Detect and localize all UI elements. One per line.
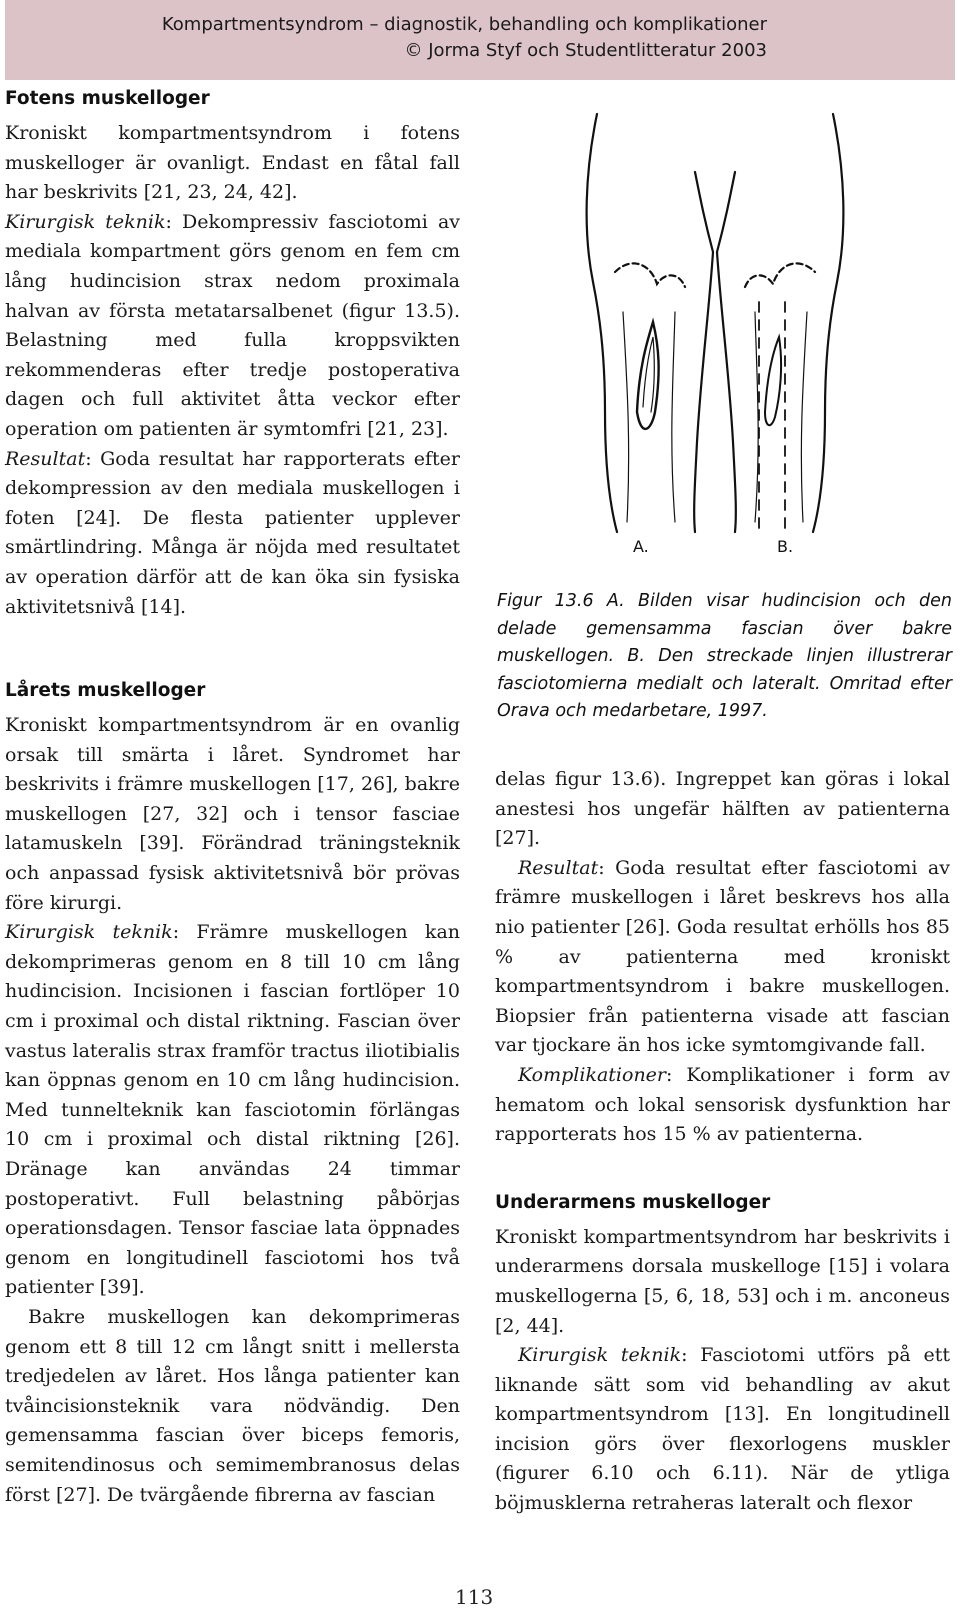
right-outer-contour — [813, 114, 843, 532]
paragraph-text: : Främre muskellogen kan dekomprimeras genom en 8 till 10 cm lång hudincision. Incisionen i fascian fortlöper 10 cm i proximal och distal riktning. Fascian över vastus lateralis strax framför tractus iliotibialis kan öppnas genom en 10 cm lång hudincision. Med tunnelteknik kan fasciotomin förlängas 10 cm i proximal och distal riktning [26]. Dränage kan användas 24 timmar postoperativt. Full belastning påbörjas operationsdagen. Tensor fasciae lata öppnades genom en longitudinell fasciotomi hos två patienter [39]. — [5, 921, 461, 1299]
left-inner-contour — [694, 172, 713, 532]
paragraph: Kroniskt kompartmentsyndrom i fotens muskelloger är ovanligt. Endast en fåtal fall har beskrivits [21, 23, 24, 42]. — [5, 122, 460, 204]
figure-thigh-incisions — [575, 112, 855, 572]
left-muscle-line — [672, 312, 675, 522]
page-header — [5, 0, 955, 80]
incision-a — [637, 322, 659, 429]
left-outer-contour — [587, 114, 617, 532]
section-heading-thigh: Lårets muskelloger — [5, 680, 206, 702]
paragraph — [5, 918, 460, 1303]
right-muscle-line — [801, 312, 807, 522]
paragraph: Bakre muskellogen kan dekomprimeras genom ett 8 till 12 cm långt snitt i mellersta tredjedelen av låret. Hos långa patienter kan tvåincisionsteknik vara nödvändig. Den gemensamma fascian över biceps femoris, semitendinosus och semimembranosus delas först [27]. De tvärgående fibrerna av fascian — [5, 1305, 460, 1506]
paragraph-text: : Fasciotomi utförs på ett liknande sätt som vid behandling av akut kompartmentsyndrom [13]. En longitudinell incision görs över flexorlogens muskler (figurer 6.10 och 6.11). När de ytliga böjmusklerna retraheras lateralt och flexor — [495, 1344, 950, 1515]
section-body-foot — [5, 119, 460, 622]
caption-text: A. Bilden visar hudincision och den delade gemensamma fascian över bakre muskellogen. B. Den streckade linjen illustrerar fasciotomierna medialt och lateralt. Omritad efter Orava och medarbetare, 1997. — [497, 591, 952, 721]
right-muscle-line — [755, 312, 758, 522]
paragraph-label: Kirurgisk teknik — [518, 1344, 682, 1367]
paragraph-text: : Dekompressiv fasciotomi av mediala kompartment görs genom en fem cm lång hudincision strax nedom proximala halvan av första metatarsalbenet (figur 13.5). Belastning med fulla kroppsvikten rekommenderas efter tredje postoperativa dagen och full aktivitet åtta veckor efter operation om patienten är symtomfri [21, 23]. — [5, 210, 461, 440]
paragraph-text: : Goda resultat har rapporterats efter dekompression av den mediala muskellogen i foten [24]. De flesta patienter upplever smärtlindring. Många är nöjda med resultatet av operation därför att de kan öka sin fysiska aktivitetsnivå [14]. — [5, 447, 460, 618]
incision-b — [765, 337, 781, 425]
paragraph-text: : Goda resultat efter fasciotomi av främre muskellogen i låret beskrevs hos alla nio patienter [26]. Goda resultat erhölls hos 85 % av patienterna med kroniskt kompartmentsyndrom i bakre muskellogen. Biopsier från patienterna visade att fascian var tjockare än hos icke symtomgivande fall. — [495, 856, 950, 1057]
header-title: Kompartmentsyndrom – diagnostik, behandling och komplikationer — [161, 14, 767, 35]
paragraph-label: Kirurgisk teknik — [5, 921, 173, 944]
section-heading-forearm: Underarmens muskelloger — [495, 1191, 771, 1213]
paragraph-text: : Komplikationer i form av hematom och lokal sensorisk dysfunktion har rapporterats hos 15 % av patienterna. — [495, 1063, 950, 1146]
paragraph: Kroniskt kompartmentsyndrom har beskrivits i underarmens dorsala muskelloge [15] i volara muskellogerna [5, 6, 18, 53] och i m. anconeus [2, 44]. — [495, 1225, 950, 1337]
paragraph — [495, 1061, 950, 1150]
paragraph-label: Komplikationer — [518, 1063, 667, 1086]
section-heading-foot: Fotens muskelloger — [5, 88, 210, 109]
paragraph-label: Kirurgisk teknik — [5, 210, 166, 233]
paragraph — [5, 208, 460, 445]
figure-label-b: B. — [777, 537, 794, 556]
right-column — [495, 765, 950, 1519]
right-inner-contour — [717, 172, 736, 532]
paragraph — [5, 445, 460, 623]
right-body — [495, 765, 950, 1150]
paragraph — [495, 1341, 950, 1519]
thigh-drawing — [575, 112, 855, 572]
paragraph-label: Resultat — [5, 447, 86, 470]
paragraph: delas figur 13.6). Ingreppet kan göras i lokal anestesi hos ungefär hälften av patienterna [27]. — [495, 768, 950, 850]
figure-label-a: A. — [633, 537, 649, 556]
left-column — [5, 88, 460, 1510]
caption-prefix: Figur 13.6 — [497, 591, 594, 611]
header-copyright: © Jorma Styf och Studentlitteratur 2003 — [404, 40, 767, 61]
page-number: 113 — [455, 1585, 494, 1609]
paragraph — [495, 854, 950, 1061]
paragraph: Kroniskt kompartmentsyndrom är en ovanlig orsak till smärta i låret. Syndromet har beskrivits i främre muskellogen [17, 26], bakre muskellogen [27, 32] och i tensor fasciae latamuskeln [39]. Förändrad träningsteknik och anpassad fysisk aktivitetsnivå bör prövas före kirurgi. — [5, 714, 460, 914]
section-body-thigh — [5, 711, 460, 1510]
section-body-forearm — [495, 1223, 950, 1519]
figure-caption — [497, 588, 952, 726]
left-gluteal-fold — [615, 263, 685, 287]
right-gluteal-fold — [745, 263, 815, 287]
left-muscle-line — [623, 312, 629, 522]
paragraph-label: Resultat — [518, 856, 599, 879]
